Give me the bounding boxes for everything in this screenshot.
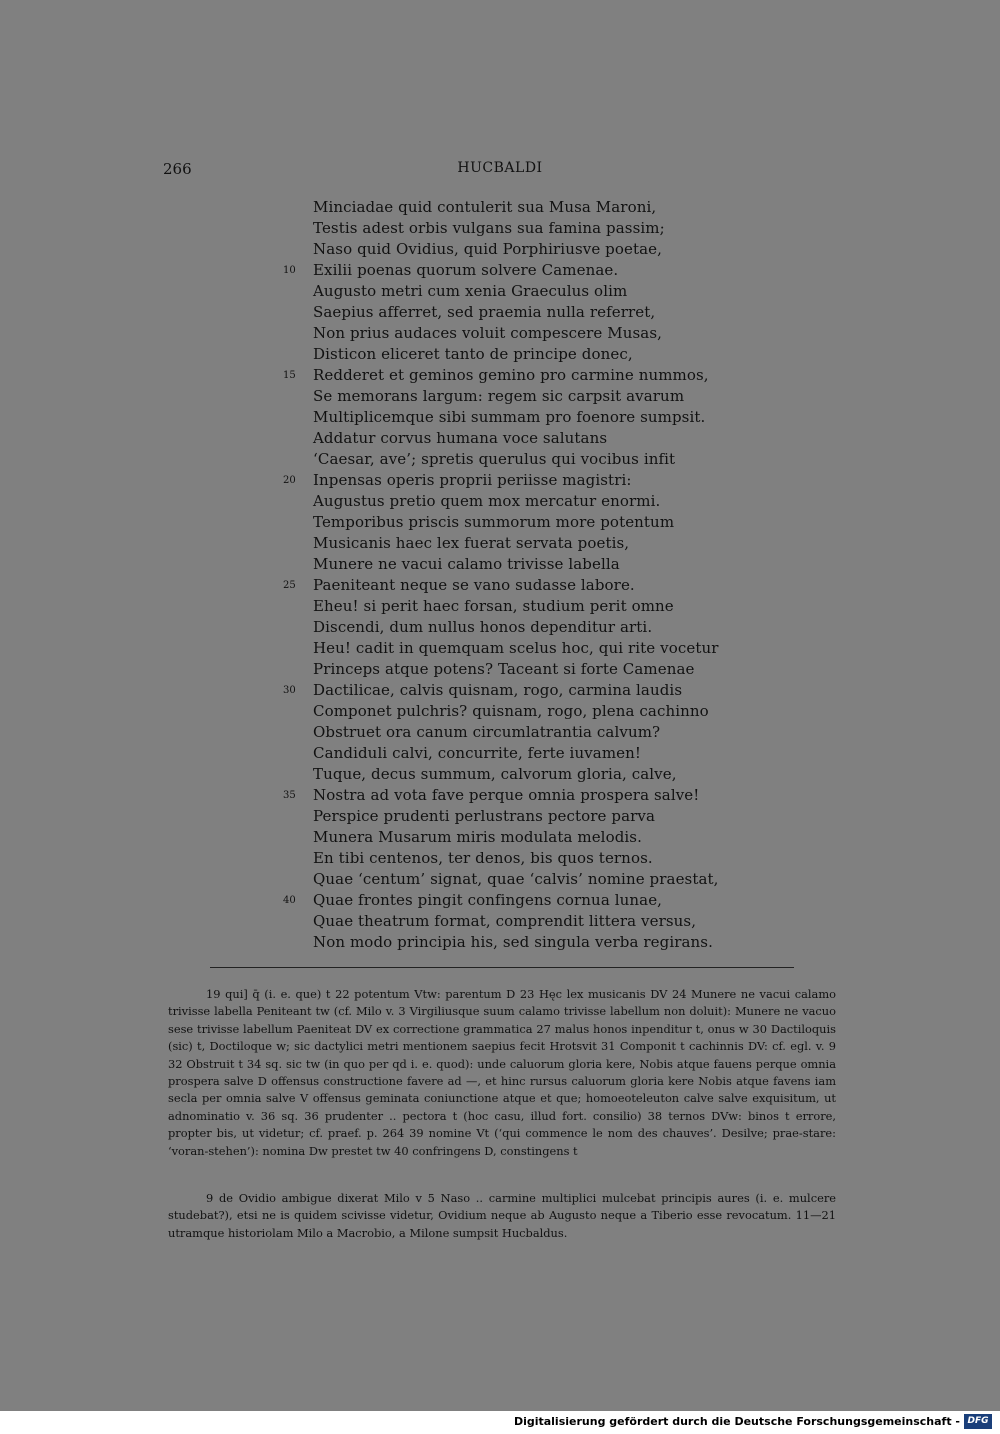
verse-line [0, 597, 1000, 618]
verse-line [0, 345, 1000, 366]
verse-line [0, 744, 1000, 765]
verse-text: Non modo principia his, sed singula verba regirans. [313, 933, 713, 951]
verse-line [0, 828, 1000, 849]
verse-line [0, 555, 1000, 576]
footnote-rule [210, 967, 794, 968]
verse-line [0, 513, 1000, 534]
verse-text: Discendi, dum nullus honos dependitur arti. [313, 618, 653, 636]
line-number: 10 [283, 265, 296, 276]
verse-line [0, 765, 1000, 786]
verse-line [0, 849, 1000, 870]
source-notes [168, 1190, 836, 1242]
verse-text: En tibi centenos, ter denos, bis quos ternos. [313, 849, 653, 867]
verse-text: Exilii poenas quorum solvere Camenae. [313, 261, 619, 279]
verse-text: Heu! cadit in quemquam scelus hoc, qui rite vocetur [313, 639, 719, 657]
verse-text: Paeniteant neque se vano sudasse labore. [313, 576, 635, 594]
verse-text: Quae ‘centum’ signat, quae ‘calvis’ nomine praestat, [313, 870, 719, 888]
verse-line [0, 723, 1000, 744]
verse-text: Candiduli calvi, concurrite, ferte iuvamen! [313, 744, 642, 762]
line-number: 15 [283, 370, 296, 381]
line-number: 30 [283, 685, 296, 696]
verse-line [0, 492, 1000, 513]
verse-line [0, 282, 1000, 303]
verse-text: Testis adest orbis vulgans sua famina passim; [313, 219, 665, 237]
verse-text: Munere ne vacui calamo trivisse labella [313, 555, 620, 573]
verse-text: Princeps atque potens? Taceant si forte Camenae [313, 660, 695, 678]
verse-line [0, 261, 1000, 282]
verse-line [0, 534, 1000, 555]
verse-text: Tuque, decus summum, calvorum gloria, calve, [313, 765, 677, 783]
verse-line [0, 198, 1000, 219]
verse-text: ‘Caesar, ave’; spretis querulus qui vocibus infit [313, 450, 676, 468]
verse-line [0, 870, 1000, 891]
verse-line [0, 471, 1000, 492]
line-number: 35 [283, 790, 296, 801]
line-number: 25 [283, 580, 296, 591]
verse-text: Quae frontes pingit confingens cornua lunae, [313, 891, 663, 909]
verse-text: Componet pulchris? quisnam, rogo, plena cachinno [313, 702, 709, 720]
verse-line [0, 429, 1000, 450]
footer-bar [0, 1411, 1000, 1434]
verse-line [0, 891, 1000, 912]
critical-apparatus [168, 986, 836, 1160]
verse-text: Addatur corvus humana voce salutans [313, 429, 608, 447]
verse-text: Inpensas operis proprii periisse magistri: [313, 471, 632, 489]
source-notes-text: 9 de Ovidio ambigue dixerat Milo v 5 Naso .. carmine multiplici mulcebat principis aures (i. e. mulcere studebat?), etsi ne is quidem scivisse videtur, Ovidium neque ab Augusto neque a Tiberio esse revocatum. 11—21 utramque historiolam Milo a Macrobio, a Milone sumpsit Hucbaldus. [168, 1191, 836, 1240]
verse-text: Munera Musarum miris modulata melodis. [313, 828, 642, 846]
verse-line [0, 408, 1000, 429]
running-title: HUCBALDI [457, 160, 543, 176]
verse-line [0, 366, 1000, 387]
verse-text: Redderet et geminos gemino pro carmine nummos, [313, 366, 709, 384]
verse-text: Saepius afferret, sed praemia nulla referret, [313, 303, 656, 321]
verse-line [0, 387, 1000, 408]
page-number: 266 [163, 160, 192, 178]
verse-text: Augusto metri cum xenia Graeculus olim [313, 282, 628, 300]
apparatus-text: 19 qui] q̄ (i. e. que) t 22 potentum Vtw: parentum D 23 Hęc lex musicanis DV 24 Munere ne vacui calamo trivisse labella Peniteant tw (cf. Milo v. 3 Virgiliusque suum calamo trivisse labellum non doluit): Munere ne vacuo sese trivisse labellum Paeniteat DV ex correctione grammatica 27 malus honos inpenditur t, onus w 30 Dactiloquis (sic) t, Doctiloque w; sic dactylici metri mentionem saepius fecit Hrotsvit 31 Componit t cachinnis DV: cf. egl. v. 9 32 Obstruit t 34 sq. sic tw (in quo per qd i. e. quod): unde caluorum gloria kere, Nobis atque fauens perque omnia prospera salve D offensus constructione favere ad —, et hinc rursus caluorum gloria kere Nobis atque favens iam secla per omnia salve V offensus geminata coniunctione atque et que; homoeoteleuton calve salve exquisitum, ut adnominatio v. 36 sq. 36 prudenter .. pectora t (hoc casu, illud fort. consilio) 38 ternos DVw: binos t errore, propter bis, ut videtur; cf. praef. p. 264 39 nomine Vt (‘qui commence le nom des chauves’. Desilve; prae-stare: ‘voran-stehen’): nomina Dw prestet tw 40 confringens D, constingens t [168, 987, 836, 1158]
verse-text: Eheu! si perit haec forsan, studium perit omne [313, 597, 674, 615]
verse-line [0, 933, 1000, 954]
verse-line [0, 702, 1000, 723]
verse-text: Non prius audaces voluit compescere Musas, [313, 324, 662, 342]
verse-line [0, 639, 1000, 660]
verse-text: Disticon eliceret tanto de principe donec, [313, 345, 633, 363]
verse-line [0, 786, 1000, 807]
verse-line [0, 618, 1000, 639]
line-number: 40 [283, 895, 296, 906]
verse-text: Temporibus priscis summorum more potentum [313, 513, 675, 531]
funding-note: Digitalisierung gefördert durch die Deutsche Forschungsgemeinschaft - [513, 1415, 960, 1428]
verse-text: Minciadae quid contulerit sua Musa Maroni, [313, 198, 657, 216]
verse-text: Nostra ad vota fave perque omnia prospera salve! [313, 786, 700, 804]
verse-text: Perspice prudenti perlustrans pectore parva [313, 807, 656, 825]
verse-text: Dactilicae, calvis quisnam, rogo, carmina laudis [313, 681, 683, 699]
verse-line [0, 240, 1000, 261]
verse-text: Naso quid Ovidius, quid Porphiriusve poetae, [313, 240, 663, 258]
verse-line [0, 324, 1000, 345]
verse-line [0, 807, 1000, 828]
line-number: 20 [283, 475, 296, 486]
verse-line [0, 303, 1000, 324]
verse-text: Se memorans largum: regem sic carpsit avarum [313, 387, 685, 405]
verse-line [0, 912, 1000, 933]
verse-text: Augustus pretio quem mox mercatur enormi. [313, 492, 661, 510]
verse-line [0, 576, 1000, 597]
verse-text: Musicanis haec lex fuerat servata poetis, [313, 534, 630, 552]
verse-line [0, 219, 1000, 240]
verse-line [0, 450, 1000, 471]
verse-text: Quae theatrum format, comprendit littera versus, [313, 912, 697, 930]
verse-line [0, 660, 1000, 681]
verse-text: Obstruet ora canum circumlatrantia calvum? [313, 723, 661, 741]
verse-text: Multiplicemque sibi summam pro foenore sumpsit. [313, 408, 706, 426]
verse-line [0, 681, 1000, 702]
dfg-logo[interactable]: DFG [964, 1414, 992, 1429]
